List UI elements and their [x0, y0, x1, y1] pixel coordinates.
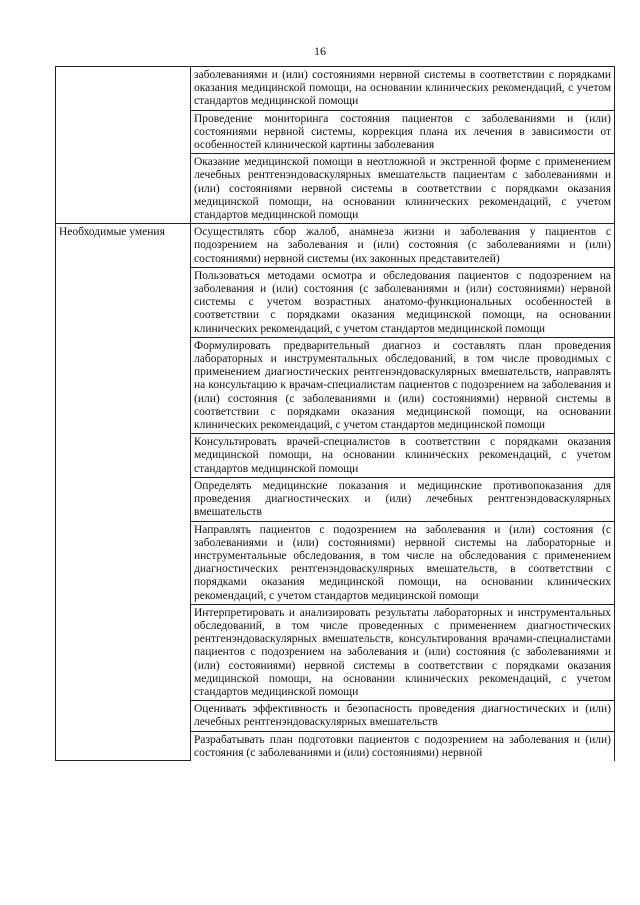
- table-cell: заболеваниями и (или) состояниями нервной системы в соответствии с порядками оказания медицинской помощи, на основании клинических рекомендаций, с учетом стандартов медицинской помощи: [191, 67, 615, 111]
- table-row: [56, 224, 615, 268]
- section-label-continued: [56, 67, 191, 224]
- table-row: [56, 67, 615, 111]
- table-cell: Проведение мониторинга состояния пациентов с заболеваниями и (или) состояниями нервной системы, коррекция плана их лечения в зависимости от особенностей клинической картины заболевания: [191, 110, 615, 154]
- table-cell: Оказание медицинской помощи в неотложной и экстренной форме с применением лечебных рентгенэндоваскулярных вмешательств пациентам с заболеваниями и (или) состояниями нервной системы в соответствии с порядками оказания медицинской помощи, на основании клинических рекомендаций, с учетом стандартов медицинской помощи: [191, 154, 615, 224]
- standard-table: [55, 66, 615, 761]
- table-cell: Разрабатывать план подготовки пациентов с подозрением на заболевания и (или) состояния (с заболеваниями и (или) состояниями) нервной: [191, 731, 615, 761]
- page-number: 16: [314, 44, 326, 58]
- table-cell: Осуществлять сбор жалоб, анамнеза жизни и заболевания у пациентов с подозрением на заболевания и (или) состояния (с заболеваниями и (или) состояниями) нервной системы (их законных представителей): [191, 224, 615, 268]
- table-cell: Определять медицинские показания и медицинские противопоказания для проведения диагностических и (или) лечебных рентгенэндоваскулярных вмешательств: [191, 477, 615, 521]
- table-cell: Пользоваться методами осмотра и обследования пациентов с подозрением на заболевания и (или) состояния (с заболеваниями и (или) состояниями) нервной системы с учетом возрастных анатомо-функциональных особенностей в соответствии с порядками оказания медицинской помощи, на основании клинических рекомендаций, с учетом стандартов медицинской помощи: [191, 267, 615, 337]
- table-cell: Оценивать эффективность и безопасность проведения диагностических и (или) лечебных рентгенэндоваскулярных вмешательств: [191, 701, 615, 731]
- table-cell: Направлять пациентов с подозрением на заболевания и (или) состояния (с заболеваниями и (или) состояниями) нервной системы на лабораторные и инструментальные обследования, в том числе на обследования с применением диагностических рентгенэндоваскулярных вмешательств, в соответствии с порядками оказания медицинской помощи, на основании клинических рекомендаций, с учетом стандартов медицинской помощи: [191, 521, 615, 604]
- table-cell: Интерпретировать и анализировать результаты лабораторных и инструментальных обследований, в том числе проведенных с применением диагностических рентгенэндоваскулярных вмешательств, консультирования врачами-специалистами пациентов с подозрением на заболевания и (или) состояния (с заболеваниями и (или) состояниями) нервной системы в соответствии с порядками оказания медицинской помощи, на основании клинических рекомендаций, с учетом стандартов медицинской помощи: [191, 604, 615, 700]
- table-cell: Консультировать врачей-специалистов в соответствии с порядками оказания медицинской помощи, на основании клинических рекомендаций, с учетом стандартов медицинской помощи: [191, 434, 615, 478]
- table-cell: Формулировать предварительный диагноз и составлять план проведения лабораторных и инструментальных обследований, в том числе проводимых с применением диагностических рентгенэндоваскулярных вмешательств, направлять на консультацию к врачам-специалистам пациентов с подозрением на заболевания и (или) состояния (с заболеваниями и (или) состояниями) нервной системы в соответствии с порядками оказания медицинской помощи, на основании клинических рекомендаций, с учетом стандартов медицинской помощи: [191, 337, 615, 433]
- section-label-skills: Необходимые умения: [56, 224, 191, 761]
